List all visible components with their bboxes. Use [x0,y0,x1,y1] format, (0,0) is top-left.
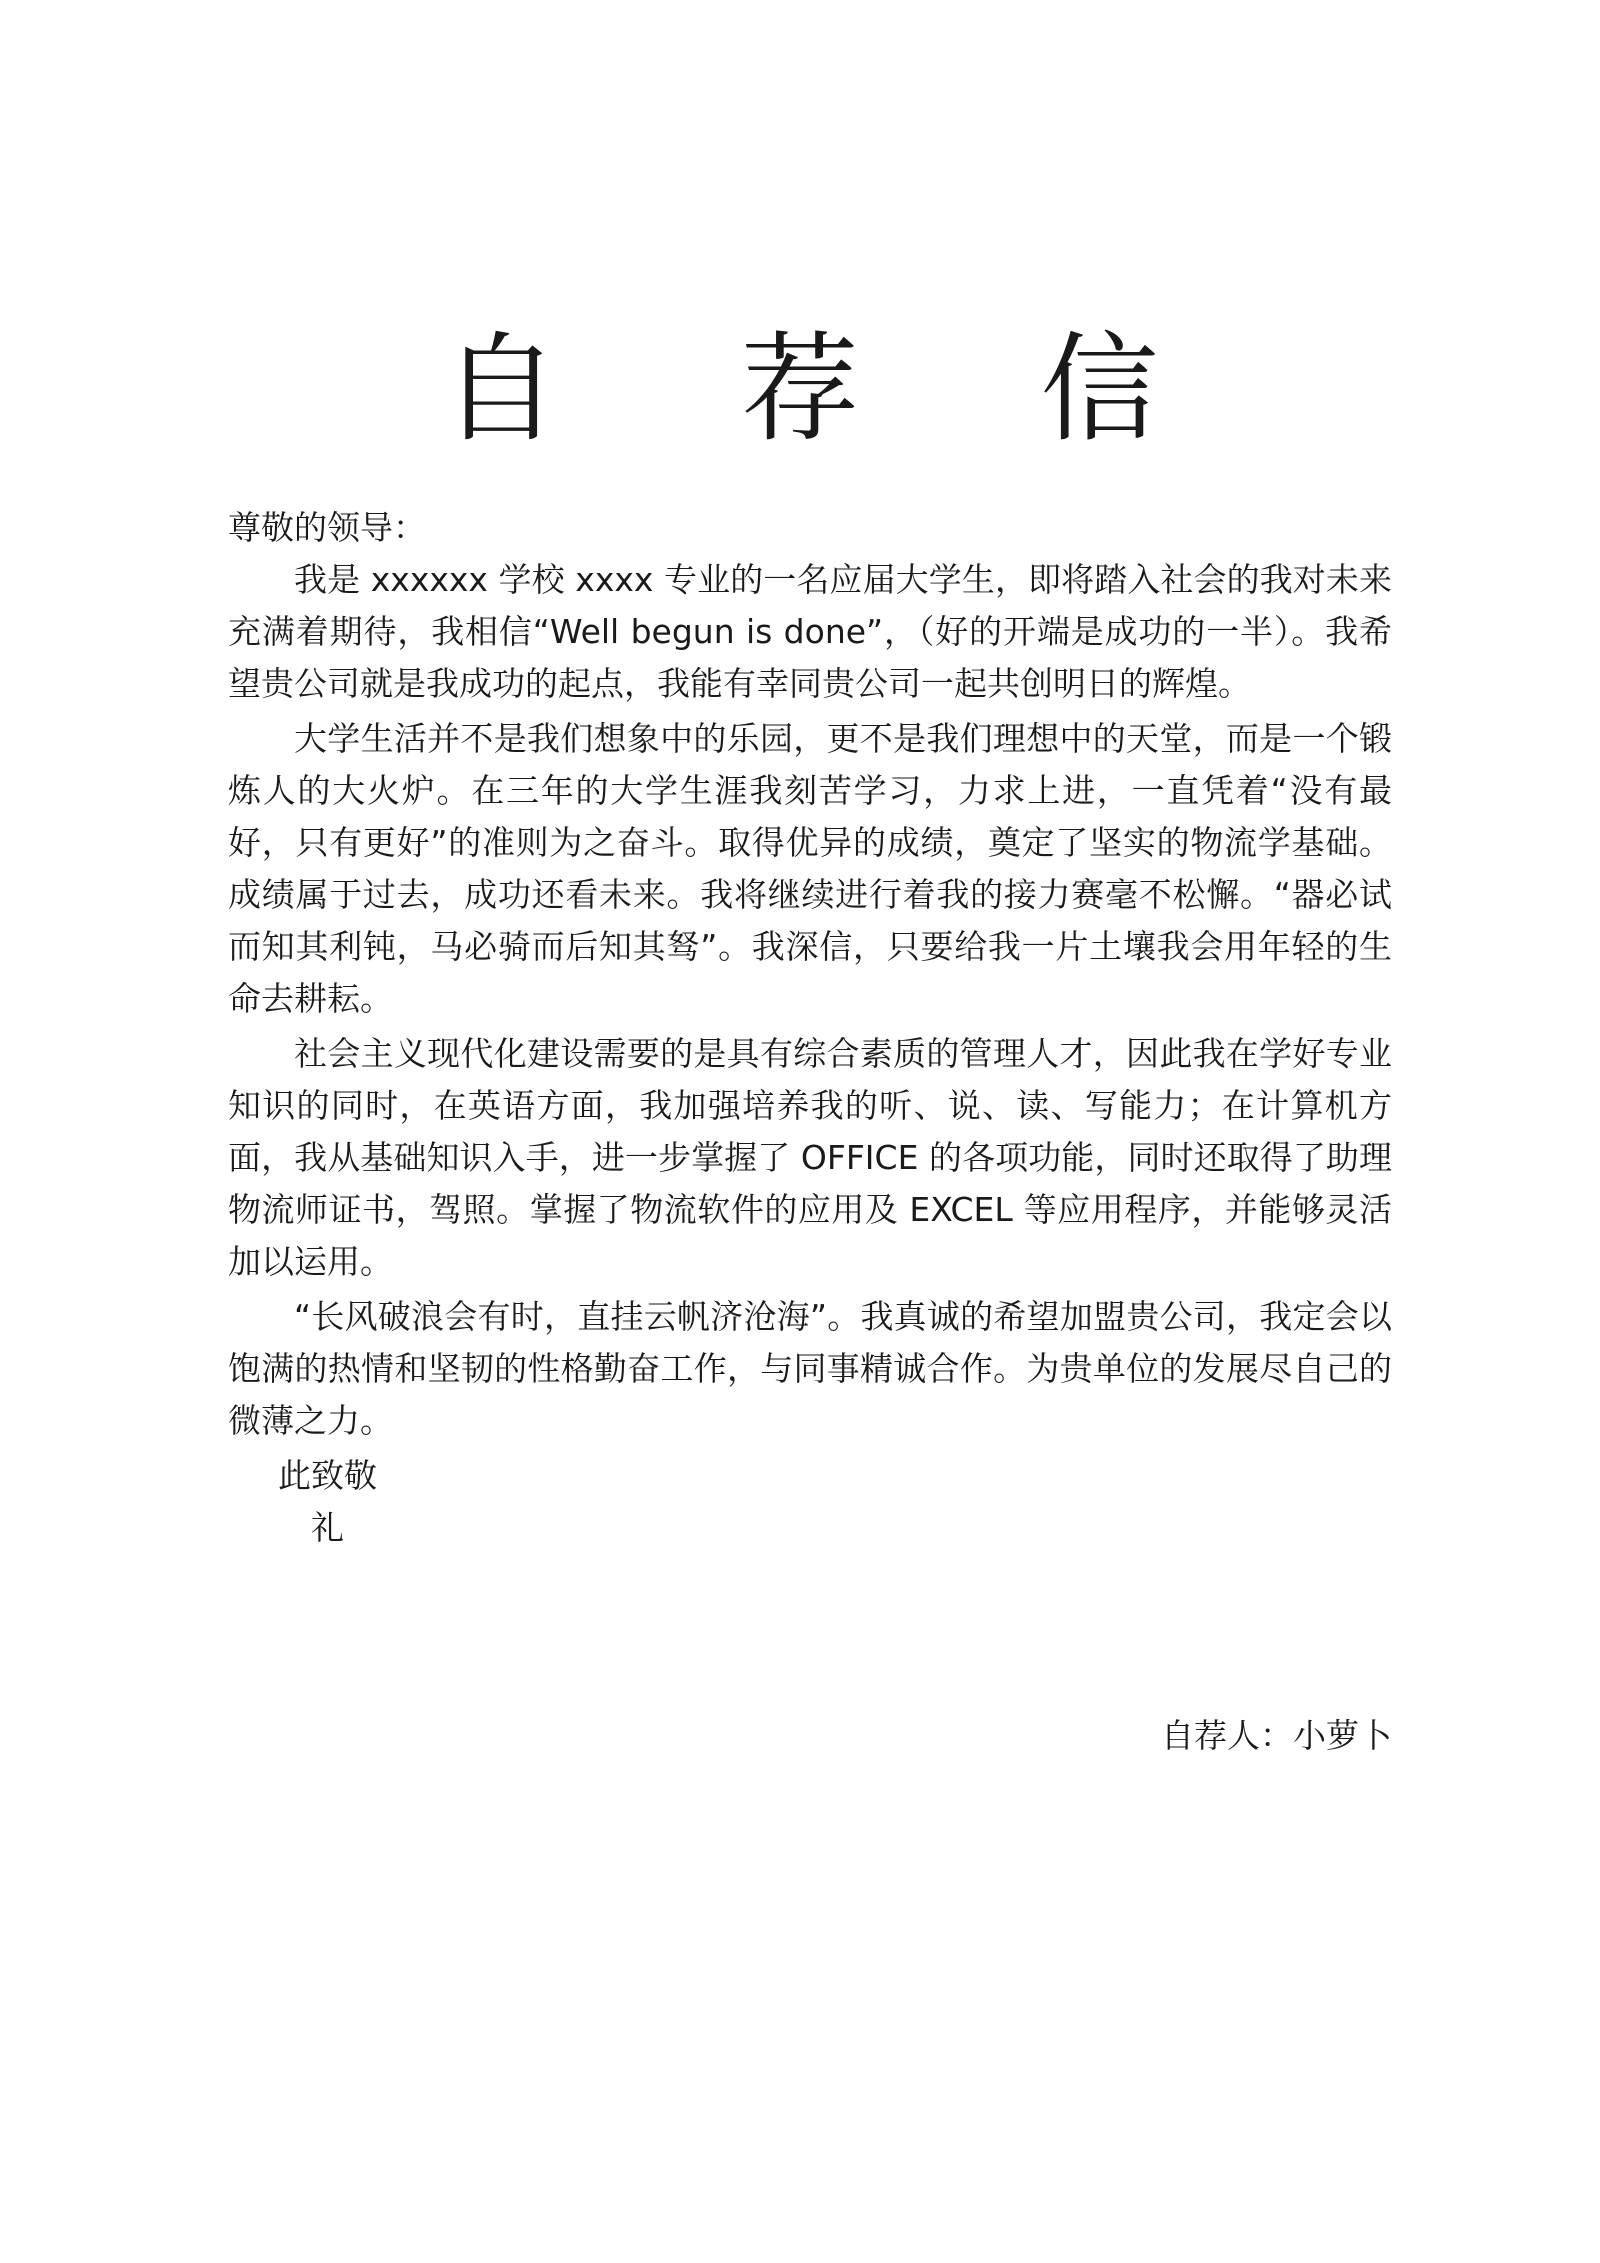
letter-body [228,502,1392,1554]
paragraph-university-life: 大学生活并不是我们想象中的乐园，更不是我们理想中的天堂，而是一个锻炼人的大火炉。在三年的大学生涯我刻苦学习，力求上进，一直凭着“没有最好，只有更好”的准则为之奋斗。取得优异的成绩，奠定了坚实的物流学基础。成绩属于过去，成功还看未来。我将继续进行着我的接力赛毫不松懈。“器必试而知其利钝，马必骑而后知其驽”。我深信，只要给我一片土壤我会用年轻的生命去耕耘。 [228,719,1392,1018]
paragraph-conclusion: “长风破浪会有时，直挂云帆济沧海”。我真诚的希望加盟贵公司，我定会以饱满的热情和坚韧的性格勤奋工作，与同事精诚合作。为贵单位的发展尽自己的微薄之力。 [228,1297,1392,1440]
signature: 自荐人：小萝卜 [1161,1716,1392,1755]
paragraph-intro: 我是 xxxxxx 学校 xxxx 专业的一名应届大学生，即将踏入社会的我对未来充满着期待，我相信“Well begun is done”，（好的开端是成功的一半）。我希望贵公司就是我成功的起点，我能有幸同贵公司一起共创明日的辉煌。 [228,560,1392,703]
page-title: 自 荐 信 [441,320,1231,459]
closing-line-1: 此致敬 [278,1456,377,1495]
closing-line-2: 礼 [311,1508,344,1547]
paragraph-skills: 社会主义现代化建设需要的是具有综合素质的管理人才，因此我在学好专业知识的同时，在英语方面，我加强培养我的听、说、读、写能力；在计算机方面，我从基础知识入手，进一步掌握了 OFFICE 的各项功能，同时还取得了助理物流师证书，驾照。掌握了物流软件的应用及 EXCEL 等应用程序，并能够灵活加以运用。 [228,1034,1392,1281]
salutation: 尊敬的领导： [228,508,426,547]
